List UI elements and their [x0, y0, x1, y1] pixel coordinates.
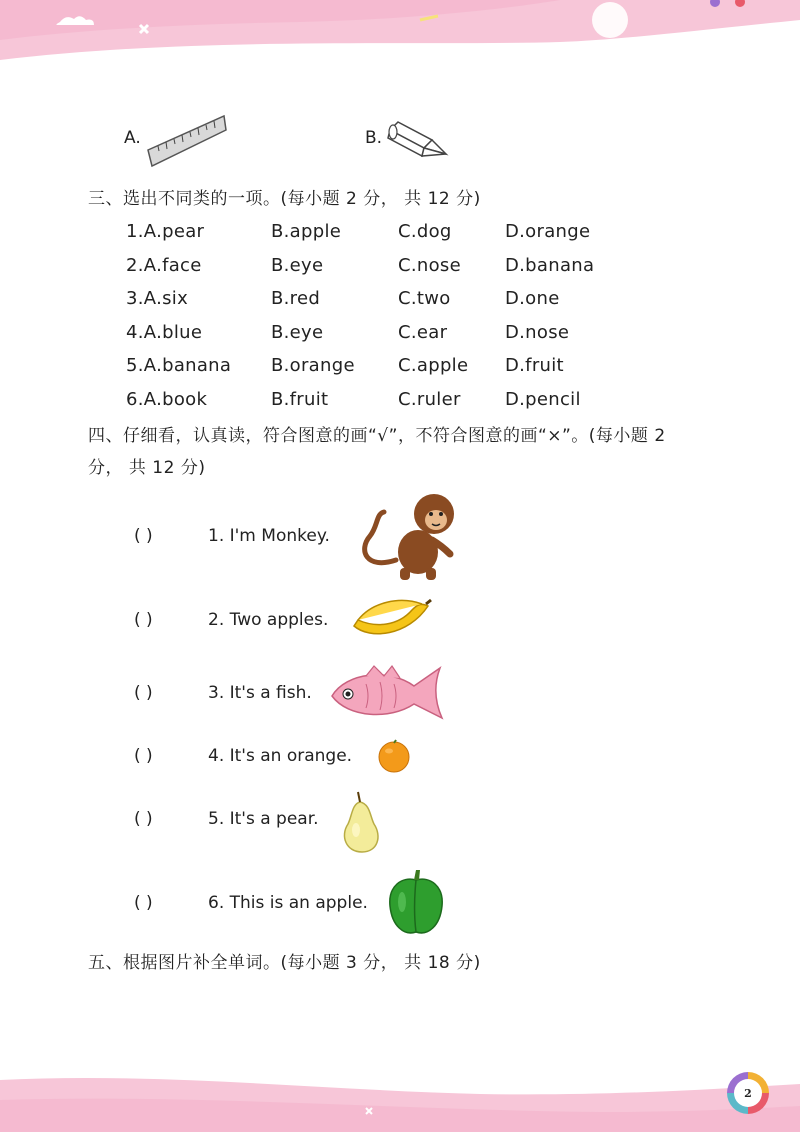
option-cell: 1.A.pear [126, 221, 205, 242]
section-4-title: 四、仔细看，认真读，符合图意的画“√”，不符合图意的画“×”。(每小题 2 [88, 426, 666, 446]
option-b-label: B. [365, 128, 383, 148]
green-pepper-picture [384, 866, 448, 938]
statement-text: 1. I'm Monkey. [208, 526, 330, 546]
option-cell: B.apple [271, 221, 342, 242]
page-number: 2 [734, 1079, 762, 1107]
option-cell: 4.A.blue [126, 322, 203, 343]
statement-text: 5. It's a pear. [208, 809, 319, 829]
ruler-picture [146, 108, 228, 168]
option-cell: C.dog [398, 221, 452, 242]
option-cell: C.ear [398, 322, 448, 343]
option-cell: B.orange [271, 355, 355, 376]
answer-blank[interactable]: ( ) [134, 893, 153, 913]
option-cell: 3.A.six [126, 288, 189, 309]
statement-text: 4. It's an orange. [208, 746, 353, 766]
statement-text: 6. This is an apple. [208, 893, 368, 913]
banana-picture [350, 592, 432, 642]
option-cell: D.nose [505, 322, 570, 343]
section-5-title: 五、根据图片补全单词。(每小题 3 分， 共 18 分) [88, 953, 481, 973]
monkey-picture [356, 490, 460, 582]
section-3-title: 三、选出不同类的一项。(每小题 2 分， 共 12 分) [88, 189, 481, 209]
option-a-label: A. [124, 128, 141, 148]
answer-blank[interactable]: ( ) [134, 683, 153, 703]
fish-picture [326, 662, 446, 724]
option-cell: D.fruit [505, 355, 564, 376]
option-cell: C.ruler [398, 389, 461, 410]
option-cell: C.two [398, 288, 451, 309]
option-cell: B.fruit [271, 389, 329, 410]
statement-text: 3. It's a fish. [208, 683, 312, 703]
option-cell: B.eye [271, 322, 324, 343]
top-decorative-band [0, 0, 800, 70]
orange-picture [376, 738, 412, 774]
option-cell: D.pencil [505, 389, 581, 410]
section-4-title-cont: 分， 共 12 分) [88, 458, 206, 478]
option-cell: 6.A.book [126, 389, 208, 410]
pencil-picture [384, 116, 450, 160]
option-cell: D.banana [505, 255, 595, 276]
option-cell: C.nose [398, 255, 461, 276]
answer-blank[interactable]: ( ) [134, 809, 153, 829]
option-cell: C.apple [398, 355, 469, 376]
statement-text: 2. Two apples. [208, 610, 329, 630]
answer-blank[interactable]: ( ) [134, 526, 153, 546]
option-cell: 2.A.face [126, 255, 202, 276]
option-cell: B.eye [271, 255, 324, 276]
option-cell: B.red [271, 288, 321, 309]
answer-blank[interactable]: ( ) [134, 610, 153, 630]
pear-picture [338, 790, 384, 854]
option-cell: D.one [505, 288, 560, 309]
answer-blank[interactable]: ( ) [134, 746, 153, 766]
bottom-decorative-band [0, 1060, 800, 1132]
option-cell: 5.A.banana [126, 355, 232, 376]
option-cell: D.orange [505, 221, 591, 242]
page-number-badge [727, 1072, 769, 1114]
